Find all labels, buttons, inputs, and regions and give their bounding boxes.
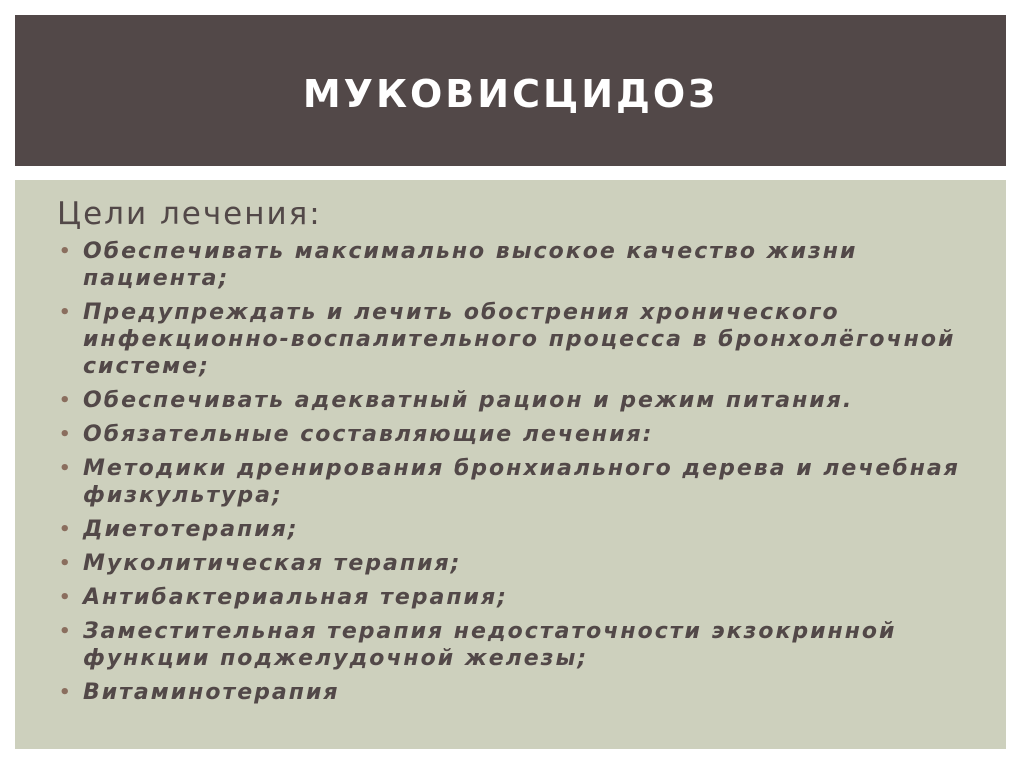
list-item-text: Диетотерапия;: [83, 517, 299, 542]
list-item-text: Предупреждать и лечить обострения хронического инфекционно-воспалительного процесса в бронхолёгочной системе;: [83, 300, 956, 379]
bullet-icon: •: [59, 587, 73, 608]
bullet-icon: •: [59, 458, 73, 479]
bullet-icon: •: [59, 424, 73, 445]
list-item-text: Обязательные составляющие лечения:: [83, 422, 654, 447]
bullet-icon: •: [59, 682, 73, 703]
list-item: [57, 421, 966, 448]
list-item-text: Заместительная терапия недостаточности экзокринной функции поджелудочной железы;: [83, 619, 897, 671]
list-item-text: Муколитическая терапия;: [83, 551, 462, 576]
bullet-icon: •: [59, 390, 73, 411]
title-band: [15, 15, 1006, 166]
list-item: [57, 584, 966, 611]
bullet-list: [57, 238, 966, 706]
bullet-icon: •: [59, 519, 73, 540]
list-item-text: Обеспечивать максимально высокое качество жизни пациента;: [83, 239, 858, 291]
list-item: [57, 550, 966, 577]
section-heading: Цели лечения:: [57, 196, 322, 232]
list-item-text: Витаминотерапия: [83, 680, 340, 705]
bullet-icon: •: [59, 553, 73, 574]
list-item: [57, 618, 966, 672]
list-item: [57, 455, 966, 509]
list-item: [57, 299, 966, 380]
list-item: [57, 238, 966, 292]
bullet-icon: •: [59, 621, 73, 642]
slide-title: МУКОВИСЦИДОЗ: [302, 71, 719, 116]
list-item-text: Методики дренирования бронхиального дерева и лечебная физкультура;: [83, 456, 960, 508]
content-panel: [15, 180, 1006, 749]
list-item: [57, 679, 966, 706]
list-item: [57, 387, 966, 414]
list-item: [57, 516, 966, 543]
list-item-text: Обеспечивать адекватный рацион и режим питания.: [83, 388, 854, 413]
bullet-icon: •: [59, 302, 73, 323]
bullet-icon: •: [59, 241, 73, 262]
list-item-text: Антибактериальная терапия;: [83, 585, 508, 610]
